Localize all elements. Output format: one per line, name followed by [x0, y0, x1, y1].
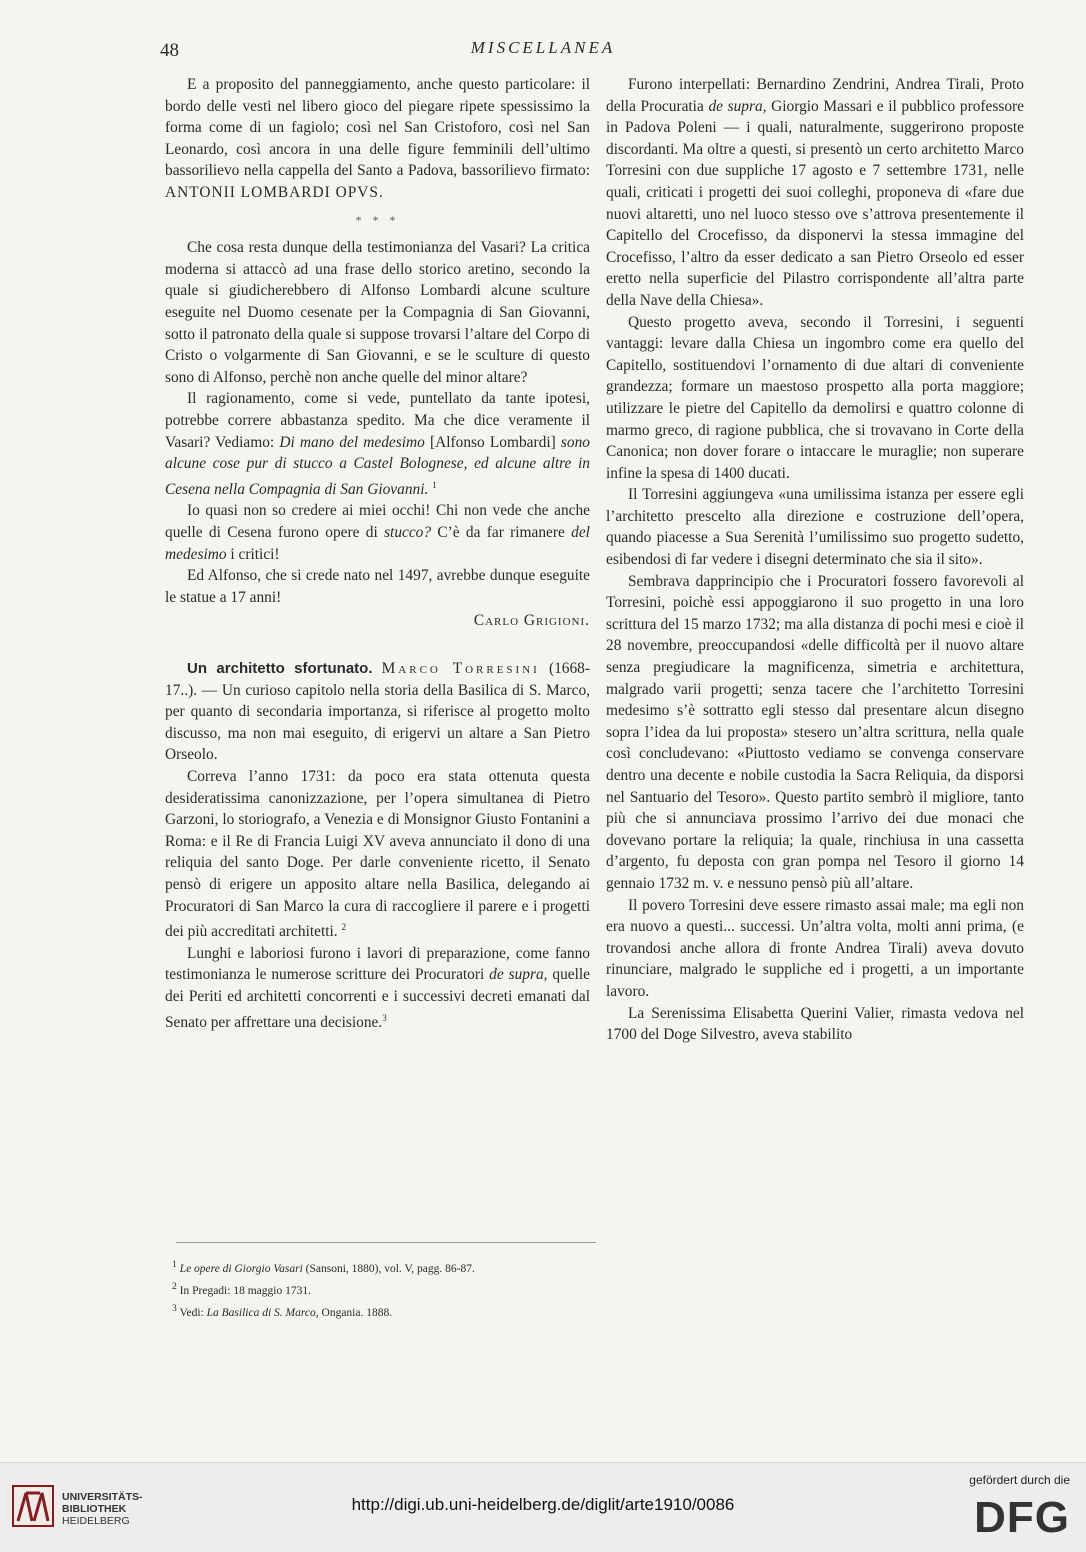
library-name: UNIVERSITÄTS- BIBLIOTHEK HEIDELBERG: [62, 1491, 143, 1527]
article-title: Un architetto sfortunato.: [187, 659, 373, 677]
paragraph: Il povero Torresini deve essere rimasto assai male; ma egli non era nuovo a questi... successi. Un’altra volta, molti anni prima, (e trovandosi anche allora di fronte Andrea Tirali) aveva dovuto rinunciare, malgrado le suppliche ed i progetti, a un importante lavoro.: [606, 896, 1024, 1000]
paragraph: Furono interpellati: Bernardino Zendrini, Andrea Tirali, Proto della Procuratia de supra, Giorgio Massari e il pubblico professore in Padova Poleni — i quali, naturalmente, suggerirono proposte discordanti. Ma oltre a questi, si presentò un certo architetto Marco Torresini con due suppliche 17 agosto e 7 settembre 1731, nelle quali, criticati i progetti dei suoi colleghi, proponeva di «fare due nuovi altaretti, uno nel luoco stesso ove s’attrova presentemente il Capitello del Crocefisso, da disponervi la stessa immagine del Crocefisso, l’altro da esser dedicato a san Pietro Orseolo ed esser eretto nella superficie del Pilastro corrispondente all’altra parte della Nave della Chiesa».: [606, 76, 1024, 309]
footnote-ref: 1: [432, 479, 437, 490]
paragraph: Il Torresini aggiungeva «una umilissima istanza per essere egli l’architetto prescelto alla direzione e costruzione dell’opera, quando piacesse a Sua Serenità l’umilissimo suo progetto sudetto, esibendosi di far vedere i disegni determinato che sia il sito».: [606, 486, 1024, 569]
footnote-2: $^2$ In Pregadi: 18 maggio 1731.: [172, 1280, 311, 1297]
dfg-logo: DFG: [974, 1493, 1070, 1542]
paragraph: Che cosa resta dunque della testimonianza del Vasari? La critica moderna si attaccò ad una frase dello storico aretino, secondo la quale si giudicherebbero di Alfonso Lombardi alcune sculture eseguite nel Duomo cesenate per la Compagnia di San Giovanni, sotto il patronato della quale si suppose trovarsi l’altare del Corpo di Cristo o volgarmente di San Giovanni, e se le sculture di questo sono di Alfonso, perchè non anche quelle del minor altare?: [165, 239, 590, 386]
paragraph: Lunghi e laboriosi furono i lavori di preparazione, come fanno testimonianza le numerose scritture dei Procuratori de supra, quelle dei Periti ed architetti concorrenti e i successivi decreti emanati dal Senato per affrettare una decisione.$^3$: [165, 944, 590, 1031]
section-separator: * * *: [355, 212, 400, 227]
permalink-url[interactable]: http://digi.ub.uni-heidelberg.de/diglit/arte1910/0086: [351, 1495, 735, 1514]
paragraph: Correva l’anno 1731: da poco era stata ottenuta questa desideratissima canonizzazione, per l’opera simultanea di Pietro Garzoni, lo storiografo, a Venezia e di Monsignor Giusto Fontanini a Roma: e il Re di Francia Luigi XV aveva annunciato il dono di una reliquia del santo Doge. Per darle conveniente ricetto, il Senato pensò di erigere un apposito altare nella Basilica, delegando ai Procuratori di San Marco la cura di raccogliere il parere e i progetti dei più accreditati architetti. $^2$: [165, 767, 590, 941]
footer-bar: [0, 1462, 1086, 1552]
footnotes: [172, 1256, 602, 1321]
inscription: ANTONII LOMBARDI OPVS.: [165, 183, 384, 201]
paragraph: E a proposito del panneggiamento, anche questo particolare: il bordo delle vesti nel libero gioco del piegare ripete spessissimo la forma come di un fagiolo; così nel San Cristoforo, così nel San Leonardo, così ancora in una delle figure femminili dell’ultimo bassorilievo nella cappella del Santo a Padova, bassorilievo firmato: ANTONII LOMBARDI OPVS.: [165, 76, 590, 201]
page-number: 48: [160, 40, 179, 61]
footnote-1: $^1$ Le opere di Giorgio Vasari (Sansoni, 1880), vol. V, pagg. 86-87.: [172, 1259, 475, 1275]
footnote-3: $^3$ Vedi: La Basilica di S. Marco, Ongania. 1888.: [172, 1302, 393, 1319]
running-title: MISCELLANEA: [470, 38, 616, 57]
sponsor-label: gefördert durch die: [969, 1473, 1070, 1487]
paragraph: Ed Alfonso, che si crede nato nel 1497, avrebbe dunque eseguite le statue a 17 anni!: [165, 567, 590, 606]
paragraph: Sembrava dapprincipio che i Procuratori fossero favorevoli al Torresini, poichè essi appoggiarono il suo progetto in una loro scrittura del 15 marzo 1732; ma alla distanza di pochi mesi e cioè il 28 novembre, preoccupandosi «delle difficoltà per il nuovo altare senza pregiudicare la magnificenza, simetria e architettura, malgrado varii progetti; senza tacere che l’architetto Torresini medesimo s’è sottratto egli stesso dal presentare alcun disegno sopra l’idea da lui proposta» stesero un’altra scrittura, nella quale così concludevano: «Piuttosto vediamo se convenga conservare dentro una decente e nobile custodia la Sacra Reliquia, da disporsi nel Santuario del Tesoro». Questo partito sembrò il migliore, tanto più che si annunciava prossimo l’arrivo dei due monaci che dovevano portare la reliquia; la quale, rinchiusa in una cassetta d’argento, fu deposta con gran pompa nel Tesoro il giorno 14 gennaio 1732 m. v. e nessuno pensò più all’altare.: [606, 572, 1024, 892]
article-author: Marco Torresini: [381, 659, 540, 677]
paragraph: Il ragionamento, come si vede, puntellato da tante ipotesi, potrebbe correre abbastanza spedito. Ma che dice veramente il Vasari? Vediamo: Di mano del medesimo [Alfonso Lombardi] sono alcune cose pur di stucco a Castel Bolognese, ed alcune altre in Cesena nella Compagnia di San Giovanni. $^1$: [165, 390, 590, 498]
right-column: [606, 74, 1024, 1046]
left-column: [165, 74, 590, 1033]
paragraph: Io quasi non so credere ai miei occhi! Chi non vede che anche quelle di Cesena furono opere di stucco? C’è da far rimanere del medesimo i critici!: [165, 502, 590, 563]
article-intro: Un architetto sfortunato. Marco Torresini (1668-17..). — Un curioso capitolo nella storia della Basilica di S. Marco, per quanto di secondaria importanza, si riferisce al progetto molto discusso, ma non mai eseguito, di erigervi un altare a San Pietro Orseolo.: [165, 659, 590, 764]
footnote-rule: [176, 1242, 596, 1243]
paragraph: La Serenissima Elisabetta Querini Valier, rimasta vedova nel 1700 del Doge Silvestro, aveva stabilito: [606, 1004, 1024, 1044]
author-signature: Carlo Grigioni.: [473, 612, 590, 630]
footnote-ref: 2: [341, 922, 346, 933]
paragraph: Questo progetto aveva, secondo il Torresini, i seguenti vantaggi: levare dalla Chiesa un ingombro come era quello del Capitello, sostituendovi l’ornamento di due altari di conveniente grandezza; formare un maestoso prospetto alla porta maggiore; utilizzare le pietre del Capitello da demolirsi e quattro colonne di marmo greco, di ragione pubblica, che si trovavano in Corte della Canonica; non dover forare o intaccare le muraglie; non superare infine la spesa di 1400 ducati.: [606, 313, 1024, 482]
footnote-ref: 3: [382, 1012, 387, 1023]
